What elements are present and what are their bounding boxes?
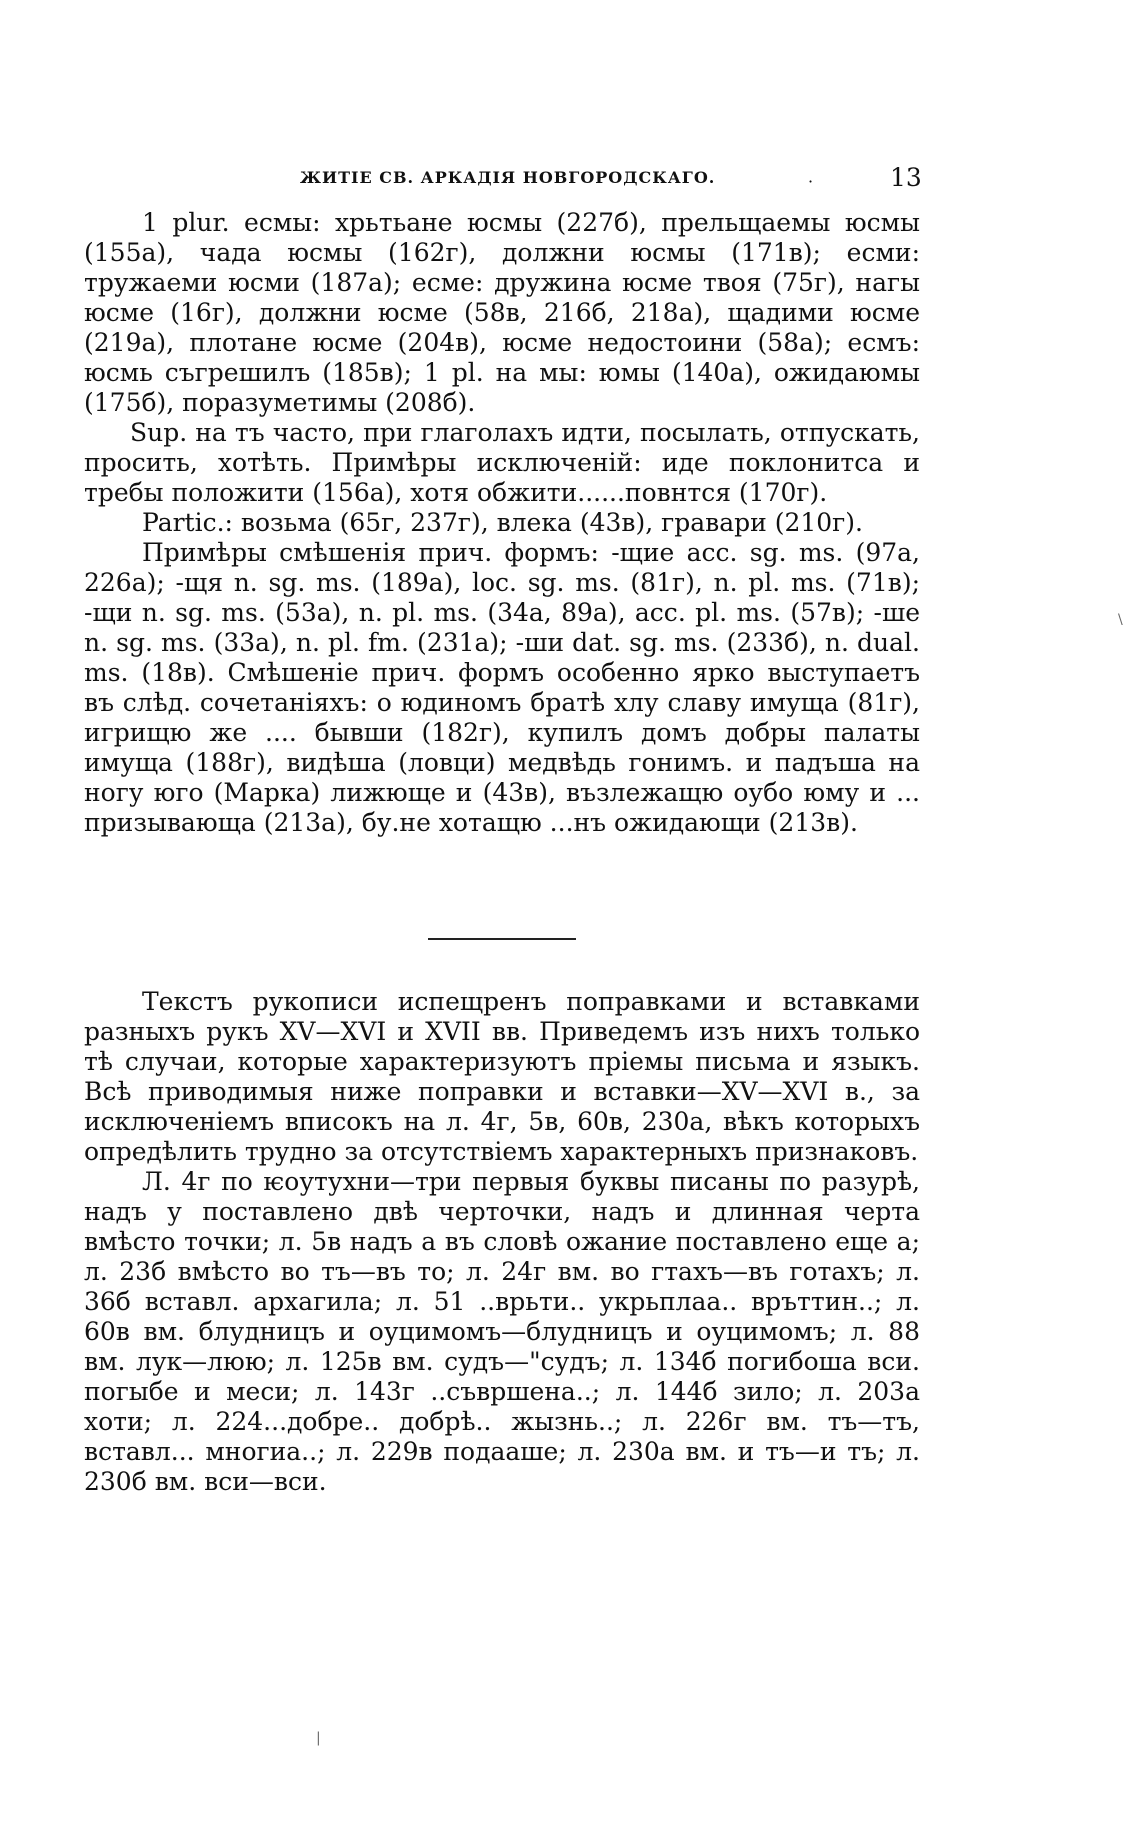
grammar-notes-section [84, 208, 920, 838]
margin-mark: | [316, 1730, 321, 1746]
section-divider [428, 938, 576, 940]
corrections-section [84, 987, 920, 1497]
paragraph-verb-forms: 1 plur. есмы: хрьтьане юсмы (227б), прельщаемы юсмы (155а), чада юсмы (162г), должни юсмы (171в); есми: тружаеми юсми (187а); есме: дружина юсме твоя (75г), нагы юсме (16г), должни юсме (58в, 216б, 218а), щадими юсме (219а), плотане юсме (204в), юсме недостоини (58а); есмъ: юсмь съгрешилъ (185в); 1 pl. на мы: юмы (140а), ожидаюмы (175б), поразуметимы (208б). [84, 208, 920, 417]
stray-dot: · [808, 172, 814, 191]
paragraph-corrections-list: Л. 4г по ѥоутухни—три первыя буквы писаны по разурѣ, надъ у поставлено двѣ черточки, надъ и длинная черта вмѣсто точки; л. 5в надъ а въ словѣ ожание поставлено еще а; л. 23б вмѣсто во тъ—въ то; л. 24г вм. во гтахъ—въ готахъ; л. 36б вставл. архагила; л. 51 ..врьти.. укрьплаа.. връттин..; л. 60в вм. блудницъ и оуцимомъ—блудницъ и оуцимомъ; л. 88 вм. лук—люю; л. 125в вм. судъ—"судъ; л. 134б погибоша вси. погыбе и меси; л. 143г ..съвршена..; л. 144б зило; л. 203а хоти; л. 224...добре.. добрѣ.. жызнь..; л. 226г вм. тъ—тъ, вставл... многиа..; л. 229в подааше; л. 230а вм. и тъ—и тъ; л. 230б вм. вси—вси. [84, 1167, 920, 1496]
paragraph-supine: Sup. на тъ часто, при глаголахъ идти, посылать, отпускать, просить, хотѣть. Примѣры исключеній: иде поклонитса и требы положити (156а), хотя обжити......повнтся (170г). [84, 418, 920, 507]
paragraph-participle-mixing: Примѣры смѣшенія прич. формъ: -щие acc. sg. ms. (97а, 226а); -щя n. sg. ms. (189а), loc. sg. ms. (81г), n. pl. ms. (71в); -щи n. sg. ms. (53а), n. pl. ms. (34а, 89а), acc. pl. ms. (57в); -ше n. sg. ms. (33а), n. pl. fm. (231а); -ши dat. sg. ms. (233б), n. dual. ms. (18в). Смѣшеніе прич. формъ особенно ярко выступаетъ въ слѣд. сочетаніяхъ: о юдиномъ братѣ хлу славу имуща (81г), игрищю же .... бывши (182г), купилъ домъ добры палаты имуща (188г), видѣша (ловци) медвѣдь гонимъ. и падъша на ногу юго (Марка) лижюще и (43в), възлежащю оубо юму и ... призывающа (213а), бу.не хотащю ...нъ ожидающи (213в). [84, 538, 920, 837]
paragraph-participles: Partic.: возьма (65г, 237г), влека (43в), гравари (210г). [142, 508, 863, 537]
paragraph-corrections-intro: Текстъ рукописи испещренъ поправками и вставками разныхъ рукъ XV—XVI и XVII вв. Приведемъ изъ нихъ только тѣ случаи, которые характеризуютъ пріемы письма и языкъ. Всѣ приводимыя ниже поправки и вставки—XV—XVI в., за исключеніемъ вписокъ на л. 4г, 5в, 60в, 230а, вѣкъ которыхъ опредѣлить трудно за отсутствіемъ характерныхъ признаковъ. [84, 987, 920, 1166]
running-title: ЖИТІЕ СВ. АРКАДІЯ НОВГОРОДСКАГО. [300, 168, 716, 187]
page-number: 13 [890, 163, 922, 192]
margin-mark: \ [1118, 612, 1123, 628]
